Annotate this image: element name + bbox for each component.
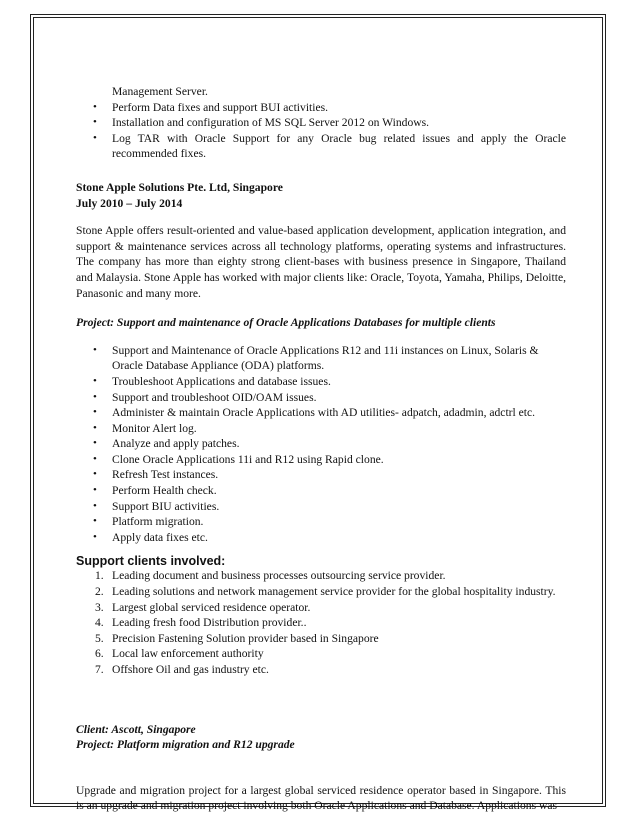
- list-number: 7.: [95, 663, 104, 676]
- list-item: • Monitor Alert log.: [76, 421, 566, 437]
- list-text: Leading fresh food Distribution provider..: [112, 616, 307, 630]
- list-number: 5.: [95, 631, 104, 645]
- upgrade-description: Upgrade and migration project for a largest global serviced residence operator based in Singapore. This is an upgrade and migration project involving both Oracle Applications and Database. Applications was: [76, 783, 566, 813]
- list-item: • Clone Oracle Applications 11i and R12 using Rapid clone.: [76, 452, 566, 468]
- support-clients-list: [76, 568, 566, 677]
- list-number: 6.: [95, 647, 104, 661]
- list-item: • Installation and configuration of MS SQL Server 2012 on Windows.: [76, 115, 566, 131]
- list-item: • Refresh Test instances.: [76, 467, 566, 483]
- list-item: • Log TAR with Oracle Support for any Oracle bug related issues and apply the Oracle recommended fixes.: [76, 131, 566, 162]
- list-item: [76, 631, 566, 647]
- list-item: [76, 600, 566, 616]
- document-body: [76, 84, 566, 814]
- list-item: [76, 568, 566, 584]
- list-number: 3.: [95, 600, 104, 614]
- list-item: • Support and troubleshoot OID/OAM issues.: [76, 390, 566, 406]
- employment-period: July 2010 – July 2014: [76, 196, 183, 210]
- list-text: Precision Fastening Solution provider based in Singapore: [112, 631, 379, 645]
- list-text: Largest global serviced residence operator.: [112, 600, 311, 614]
- list-item: [76, 615, 566, 631]
- list-item: [76, 584, 566, 600]
- list-text: Offshore Oil and gas industry etc.: [112, 663, 269, 676]
- list-item: • Troubleshoot Applications and database issues.: [76, 374, 566, 390]
- list-text: Local law enforcement authority: [112, 647, 264, 661]
- list-item: • Support BIU activities.: [76, 499, 566, 515]
- company-description: Stone Apple offers result-oriented and value-based application development, application integration, and support & maintenance services across all technology platforms, operating systems and infrastructures. The company has more than eighty strong client-bases with business presence in Singapore, Thailand and Malaysia. Stone Apple has worked with major clients like: Oracle, Toyota, Yamaha, Philips, Deloitte, Panasonic and many more.: [76, 224, 566, 300]
- list-item: [76, 662, 566, 678]
- top-bullet-list: [76, 100, 566, 162]
- list-text: Leading solutions and network management service provider for the global hospitality industry.: [112, 585, 556, 599]
- continuation-text: Management Server.: [112, 85, 208, 98]
- list-item: • Platform migration.: [76, 514, 566, 530]
- list-item: • Perform Health check.: [76, 483, 566, 499]
- list-item: • Perform Data fixes and support BUI activities.: [76, 100, 566, 116]
- client-project-title: Project: Platform migration and R12 upgrade: [76, 738, 295, 752]
- list-item: • Administer & maintain Oracle Applications with AD utilities- adpatch, adadmin, adctrl etc.: [76, 405, 566, 421]
- list-item: • Support and Maintenance of Oracle Applications R12 and 11i instances on Linux, Solaris & Oracle Database Appliance (ODA) platforms.: [76, 343, 566, 374]
- client-name: Client: Ascott, Singapore: [76, 722, 196, 736]
- list-number: 1.: [95, 569, 104, 583]
- support-clients-heading: Support clients involved:: [76, 554, 226, 569]
- employer-name: Stone Apple Solutions Pte. Ltd, Singapore: [76, 180, 283, 194]
- list-item: • Apply data fixes etc.: [76, 530, 566, 546]
- list-item: • Analyze and apply patches.: [76, 436, 566, 452]
- list-number: 2.: [95, 585, 104, 599]
- list-item: [76, 646, 566, 662]
- list-text: Leading document and business processes outsourcing service provider.: [112, 569, 446, 583]
- list-number: 4.: [95, 616, 104, 630]
- project-bullet-list: [76, 343, 566, 546]
- project-title: Project: Support and maintenance of Oracle Applications Databases for multiple clients: [76, 316, 496, 330]
